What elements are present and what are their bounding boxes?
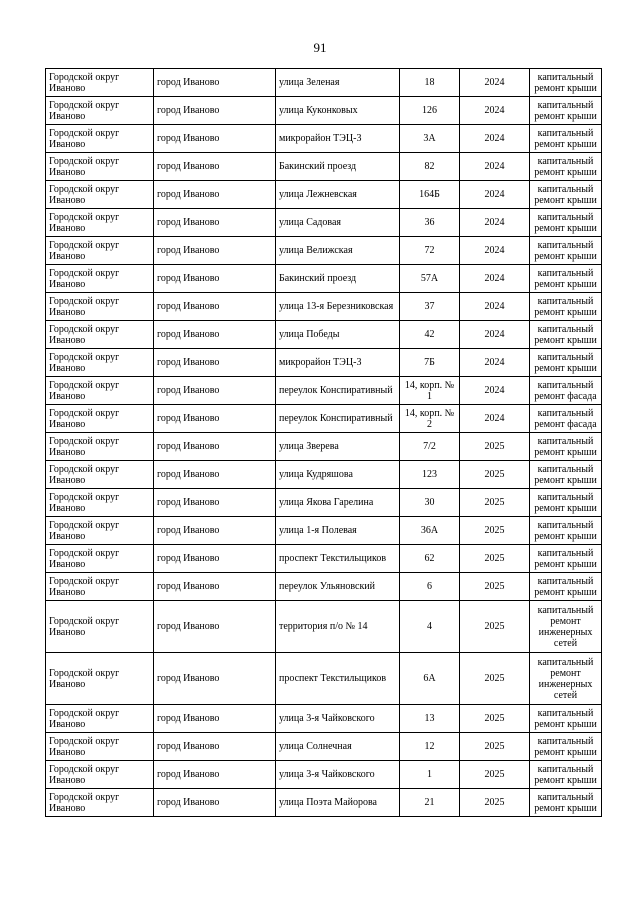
work-type-cell: капитальный ремонт крыши <box>530 761 602 789</box>
table-row <box>46 789 602 817</box>
district-cell: Городской округ Иваново <box>46 705 154 733</box>
city-cell: город Иваново <box>154 705 276 733</box>
city-cell: город Иваново <box>154 601 276 653</box>
street-cell: микрорайон ТЭЦ-3 <box>276 125 400 153</box>
year-cell: 2024 <box>460 125 530 153</box>
street-cell: улица Куконковых <box>276 97 400 125</box>
year-cell: 2024 <box>460 405 530 433</box>
work-type-cell: капитальный ремонт фасада <box>530 377 602 405</box>
work-type-cell: капитальный ремонт крыши <box>530 209 602 237</box>
year-cell: 2024 <box>460 209 530 237</box>
page-number: 91 <box>313 40 327 55</box>
house-number-cell: 6А <box>400 653 460 705</box>
street-cell: переулок Конспиративный <box>276 377 400 405</box>
table-row <box>46 545 602 573</box>
city-cell: город Иваново <box>154 433 276 461</box>
district-cell: Городской округ Иваново <box>46 789 154 817</box>
year-cell: 2024 <box>460 97 530 125</box>
house-number-cell: 37 <box>400 293 460 321</box>
table-row <box>46 349 602 377</box>
district-cell: Городской округ Иваново <box>46 761 154 789</box>
year-cell: 2025 <box>460 733 530 761</box>
house-number-cell: 12 <box>400 733 460 761</box>
district-cell: Городской округ Иваново <box>46 545 154 573</box>
house-number-cell: 126 <box>400 97 460 125</box>
house-number-cell: 6 <box>400 573 460 601</box>
house-number-cell: 14, корп. № 1 <box>400 377 460 405</box>
table-row <box>46 489 602 517</box>
year-cell: 2024 <box>460 293 530 321</box>
year-cell: 2025 <box>460 517 530 545</box>
table-row <box>46 153 602 181</box>
year-cell: 2025 <box>460 489 530 517</box>
city-cell: город Иваново <box>154 153 276 181</box>
house-number-cell: 7Б <box>400 349 460 377</box>
street-cell: Бакинский проезд <box>276 265 400 293</box>
city-cell: город Иваново <box>154 237 276 265</box>
district-cell: Городской округ Иваново <box>46 733 154 761</box>
table-row <box>46 761 602 789</box>
city-cell: город Иваново <box>154 405 276 433</box>
table-row <box>46 461 602 489</box>
year-cell: 2025 <box>460 573 530 601</box>
house-number-cell: 36 <box>400 209 460 237</box>
year-cell: 2024 <box>460 321 530 349</box>
year-cell: 2025 <box>460 545 530 573</box>
street-cell: улица Поэта Майорова <box>276 789 400 817</box>
year-cell: 2025 <box>460 461 530 489</box>
table-row <box>46 125 602 153</box>
work-type-cell: капитальный ремонт крыши <box>530 461 602 489</box>
work-type-cell: капитальный ремонт крыши <box>530 321 602 349</box>
year-cell: 2025 <box>460 789 530 817</box>
street-cell: улица 3-я Чайковского <box>276 705 400 733</box>
district-cell: Городской округ Иваново <box>46 377 154 405</box>
district-cell: Городской округ Иваново <box>46 321 154 349</box>
street-cell: Бакинский проезд <box>276 153 400 181</box>
work-type-cell: капитальный ремонт крыши <box>530 545 602 573</box>
work-type-cell: капитальный ремонт крыши <box>530 69 602 97</box>
table-row <box>46 265 602 293</box>
house-number-cell: 72 <box>400 237 460 265</box>
city-cell: город Иваново <box>154 293 276 321</box>
house-number-cell: 42 <box>400 321 460 349</box>
city-cell: город Иваново <box>154 545 276 573</box>
year-cell: 2024 <box>460 153 530 181</box>
table-row <box>46 405 602 433</box>
table-row <box>46 181 602 209</box>
house-number-cell: 164Б <box>400 181 460 209</box>
city-cell: город Иваново <box>154 265 276 293</box>
district-cell: Городской округ Иваново <box>46 237 154 265</box>
street-cell: улица Солнечная <box>276 733 400 761</box>
work-type-cell: капитальный ремонт инженерных сетей <box>530 653 602 705</box>
city-cell: город Иваново <box>154 97 276 125</box>
repair-schedule-table <box>45 68 602 817</box>
district-cell: Городской округ Иваново <box>46 573 154 601</box>
city-cell: город Иваново <box>154 69 276 97</box>
street-cell: улица 13-я Березниковская <box>276 293 400 321</box>
work-type-cell: капитальный ремонт крыши <box>530 153 602 181</box>
house-number-cell: 7/2 <box>400 433 460 461</box>
year-cell: 2025 <box>460 433 530 461</box>
district-cell: Городской округ Иваново <box>46 405 154 433</box>
work-type-cell: капитальный ремонт крыши <box>530 349 602 377</box>
house-number-cell: 13 <box>400 705 460 733</box>
district-cell: Городской округ Иваново <box>46 209 154 237</box>
city-cell: город Иваново <box>154 733 276 761</box>
work-type-cell: капитальный ремонт крыши <box>530 181 602 209</box>
street-cell: улица 3-я Чайковского <box>276 761 400 789</box>
house-number-cell: 21 <box>400 789 460 817</box>
work-type-cell: капитальный ремонт крыши <box>530 705 602 733</box>
district-cell: Городской округ Иваново <box>46 181 154 209</box>
house-number-cell: 57А <box>400 265 460 293</box>
district-cell: Городской округ Иваново <box>46 69 154 97</box>
table-row <box>46 69 602 97</box>
house-number-cell: 18 <box>400 69 460 97</box>
street-cell: улица Лежневская <box>276 181 400 209</box>
city-cell: город Иваново <box>154 377 276 405</box>
table-row <box>46 321 602 349</box>
district-cell: Городской округ Иваново <box>46 489 154 517</box>
work-type-cell: капитальный ремонт крыши <box>530 125 602 153</box>
street-cell: улица Зверева <box>276 433 400 461</box>
year-cell: 2024 <box>460 377 530 405</box>
street-cell: улица Зеленая <box>276 69 400 97</box>
table-row <box>46 97 602 125</box>
district-cell: Городской округ Иваново <box>46 153 154 181</box>
city-cell: город Иваново <box>154 789 276 817</box>
year-cell: 2024 <box>460 181 530 209</box>
work-type-cell: капитальный ремонт крыши <box>530 293 602 321</box>
city-cell: город Иваново <box>154 489 276 517</box>
city-cell: город Иваново <box>154 125 276 153</box>
city-cell: город Иваново <box>154 653 276 705</box>
table-row <box>46 209 602 237</box>
house-number-cell: 62 <box>400 545 460 573</box>
city-cell: город Иваново <box>154 461 276 489</box>
street-cell: улица Садовая <box>276 209 400 237</box>
district-cell: Городской округ Иваново <box>46 461 154 489</box>
table-row <box>46 293 602 321</box>
street-cell: улица Кудряшова <box>276 461 400 489</box>
work-type-cell: капитальный ремонт крыши <box>530 489 602 517</box>
street-cell: улица Велижская <box>276 237 400 265</box>
district-cell: Городской округ Иваново <box>46 433 154 461</box>
district-cell: Городской округ Иваново <box>46 97 154 125</box>
year-cell: 2024 <box>460 69 530 97</box>
district-cell: Городской округ Иваново <box>46 517 154 545</box>
district-cell: Городской округ Иваново <box>46 293 154 321</box>
table-row <box>46 601 602 653</box>
house-number-cell: 4 <box>400 601 460 653</box>
work-type-cell: капитальный ремонт крыши <box>530 573 602 601</box>
house-number-cell: 82 <box>400 153 460 181</box>
city-cell: город Иваново <box>154 517 276 545</box>
street-cell: территория п/о № 14 <box>276 601 400 653</box>
year-cell: 2024 <box>460 237 530 265</box>
house-number-cell: 14, корп. № 2 <box>400 405 460 433</box>
house-number-cell: 123 <box>400 461 460 489</box>
work-type-cell: капитальный ремонт крыши <box>530 97 602 125</box>
work-type-cell: капитальный ремонт крыши <box>530 517 602 545</box>
year-cell: 2025 <box>460 601 530 653</box>
house-number-cell: 30 <box>400 489 460 517</box>
work-type-cell: капитальный ремонт крыши <box>530 265 602 293</box>
table-row <box>46 237 602 265</box>
district-cell: Городской округ Иваново <box>46 265 154 293</box>
year-cell: 2024 <box>460 265 530 293</box>
street-cell: улица 1-я Полевая <box>276 517 400 545</box>
work-type-cell: капитальный ремонт крыши <box>530 237 602 265</box>
year-cell: 2025 <box>460 653 530 705</box>
work-type-cell: капитальный ремонт крыши <box>530 789 602 817</box>
work-type-cell: капитальный ремонт крыши <box>530 733 602 761</box>
city-cell: город Иваново <box>154 573 276 601</box>
table-row <box>46 733 602 761</box>
district-cell: Городской округ Иваново <box>46 349 154 377</box>
street-cell: микрорайон ТЭЦ-3 <box>276 349 400 377</box>
district-cell: Городской округ Иваново <box>46 125 154 153</box>
table-row <box>46 573 602 601</box>
year-cell: 2024 <box>460 349 530 377</box>
table-row <box>46 377 602 405</box>
city-cell: город Иваново <box>154 209 276 237</box>
city-cell: город Иваново <box>154 349 276 377</box>
city-cell: город Иваново <box>154 761 276 789</box>
house-number-cell: 1 <box>400 761 460 789</box>
street-cell: проспект Текстильщиков <box>276 545 400 573</box>
street-cell: переулок Конспиративный <box>276 405 400 433</box>
city-cell: город Иваново <box>154 181 276 209</box>
street-cell: переулок Ульяновский <box>276 573 400 601</box>
year-cell: 2025 <box>460 705 530 733</box>
table-row <box>46 433 602 461</box>
work-type-cell: капитальный ремонт фасада <box>530 405 602 433</box>
table-row <box>46 653 602 705</box>
table-row <box>46 517 602 545</box>
work-type-cell: капитальный ремонт инженерных сетей <box>530 601 602 653</box>
district-cell: Городской округ Иваново <box>46 601 154 653</box>
table-row <box>46 705 602 733</box>
house-number-cell: 3А <box>400 125 460 153</box>
year-cell: 2025 <box>460 761 530 789</box>
street-cell: улица Победы <box>276 321 400 349</box>
work-type-cell: капитальный ремонт крыши <box>530 433 602 461</box>
table-body <box>46 69 602 817</box>
district-cell: Городской округ Иваново <box>46 653 154 705</box>
city-cell: город Иваново <box>154 321 276 349</box>
street-cell: проспект Текстильщиков <box>276 653 400 705</box>
street-cell: улица Якова Гарелина <box>276 489 400 517</box>
house-number-cell: 36А <box>400 517 460 545</box>
